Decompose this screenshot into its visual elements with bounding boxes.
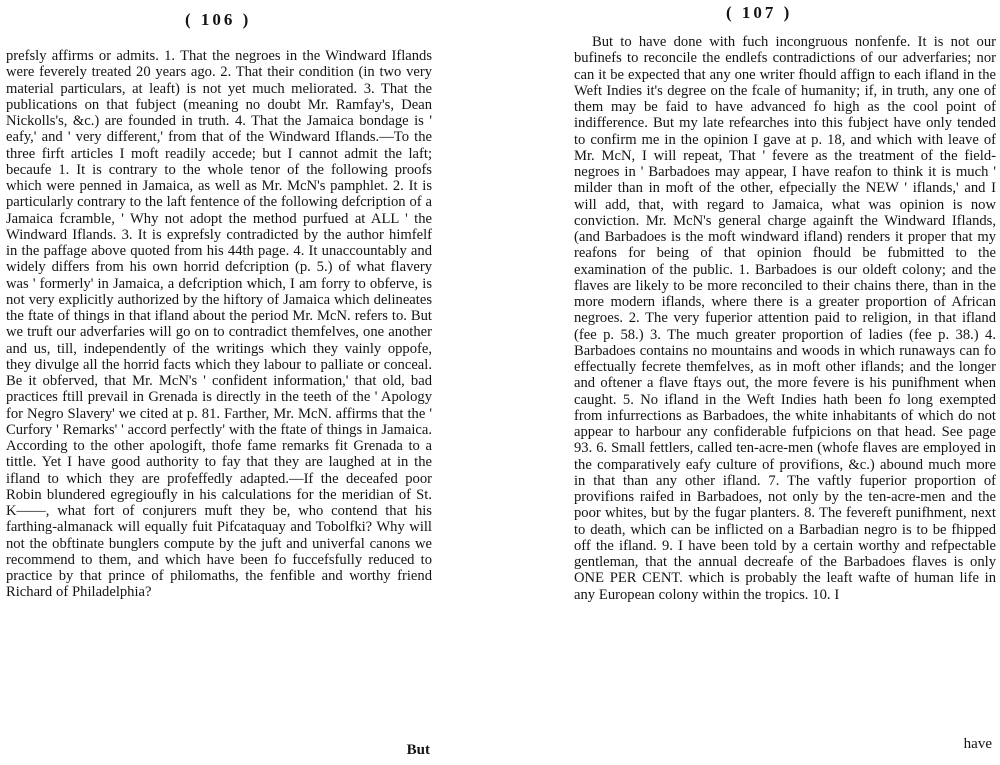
left-page <box>0 0 440 765</box>
book-gutter <box>440 0 566 765</box>
page-body-text <box>574 34 996 603</box>
catchword: But <box>406 742 430 758</box>
catchword: have <box>963 736 992 752</box>
paragraph: But to have done with fuch incongruous nonfenfe. It is not our bufinefs to reconcile the endlefs contradictions of our adverfaries; nor can it be expected that any one writer fhould affign to each ifland in the Weft Indies it's degree on the fcale of humanity; if, in truth, any one of them may be faid to have advanced fo high as the cool point of indifference. But my late refearches into this fubject have only tended to confirm me in the opinion I gave at p. 18, and which with leave of Mr. McN, I will repeat, That ' fevere as the treatment of the field-negroes in ' Barbadoes may appear, I have reafon to think it is much ' milder than in moft of the other, efpecially the NEW ' iflands,' and I will add, that, with regard to Jamaica, what was opinion is now conviction. Mr. McN's general charge againft the Windward Iflands, (and Barbadoes is the moft windward ifland) renders it proper that my reafons for being of that opinion fhould be fubmitted to the examination of the public. 1. Barbadoes is our oldeft colony; and the flaves are likely to be more reconciled to their chains there, than in the more modern iflands, where there is a greater proportion of African negroes. 2. The very fuperior attention paid to religion, in that ifland (fee p. 58.) 3. The much greater proportion of ladies (fee p. 38.) 4. Barbadoes contains no mountains and woods in which runaways can fo effectually fecrete themfelves, as in moft other iflands; and the longer and oftener a flave ftays out, the more fevere is his punifhment when caught. 5. No ifland in the Weft Indies hath been fo long exempted from infurrections as Barbadoes, the white inhabitants of which do not appear to harbour any confiderable fufpicions on that head. See page 93. 6. Small fettlers, called ten-acre-men (whofe flaves are employed in the comparatively eafy culture of provifions, &c.) abound much more in that than any other ifland. 7. The vaftly fuperior proportion of provifions raifed in Barbadoes, not only by the ten-acre-men and the poor whites, but by the fugar planters. 8. The fevereft punifhment, next to death, which can be inflicted on a Barbadian negro is to be fhipped off the ifland. 9. I have been told by a certain worthy and refpectable gentleman, that the annual decreafe of the Barbadoes flaves is only ONE PER CENT. which is probably the leaft wafte of human life in any European colony within the tropics. 10. I <box>574 34 996 603</box>
page-number: ( 106 ) <box>185 10 252 29</box>
page-number: ( 107 ) <box>726 3 793 22</box>
paragraph: prefsly affirms or admits. 1. That the negroes in the Windward Iflands were feverely treated 20 years ago. 2. That their condition (in two very material particulars, at leaft) is not yet much meliorated. 3. That the publications on that fubject (meaning no doubt Mr. Ramfay's, Dean Nickolls's, &c.) are founded in truth. 4. That the Jamaica bondage is ' eafy,' and ' very different,' from that of the Windward Iflands.—To the three firft articles I moft readily accede; but I cannot admit the laft; becaufe 1. It is contrary to the whole tenor of the following proofs which were penned in Jamaica, as well as Mr. McN's pamphlet. 2. It is particularly contrary to the laft fentence of the following defcription of a Jamaica fcramble, ' Why not adopt the method purfued at ALL ' the Windward Iflands. 3. It is exprefsly contradicted by the author himfelf in the paffage above quoted from his 44th page. 4. It unaccountably and widely differs from his own horrid defcription (p. 5.) of what flavery was ' formerly' in Jamaica, a defcription which, I am forry to obferve, is not very explicitly authorized by the hiftory of Jamaica which delineates the ftate of things in that ifland about the period Mr. McN. refers to. But we truft our adverfaries will go on to contradict themfelves, one another and us, till, independently of the writings which they vainly oppofe, they divulge all the horrid facts which they labour to palliate or conceal. Be it obferved, that Mr. McN's ' confident information,' that old, bad practices ftill prevail in Grenada is directly in the teeth of the ' Apology for Negro Slavery' we cited at p. 81. Farther, Mr. McN. affirms that the ' Curfory ' Remarks' ' accord perfectly' with the ftate of things in Jamaica. According to the other apologift, thofe fame remarks fit Grenada to a tittle. Yet I have good authority to fay that they are laughed at in the ifland to which they are profeffedly adapted.—If the deceafed poor Robin blundered egregioufly in his calculations for the meridian of St. K——, what fort of conjurers muft they be, who contend that his farthing-almanack will equally fuit Pifcataquay and Tobolfki? Why will not the obftinate bunglers compute by the juft and univerfal canons we recommend to them, and which have been fo fuccefsfully reduced to practice by that prince of philomaths, the fenfible and worthy friend Richard of Philadelphia? <box>6 48 432 601</box>
right-page <box>566 0 1000 765</box>
page-body-text <box>6 48 432 601</box>
